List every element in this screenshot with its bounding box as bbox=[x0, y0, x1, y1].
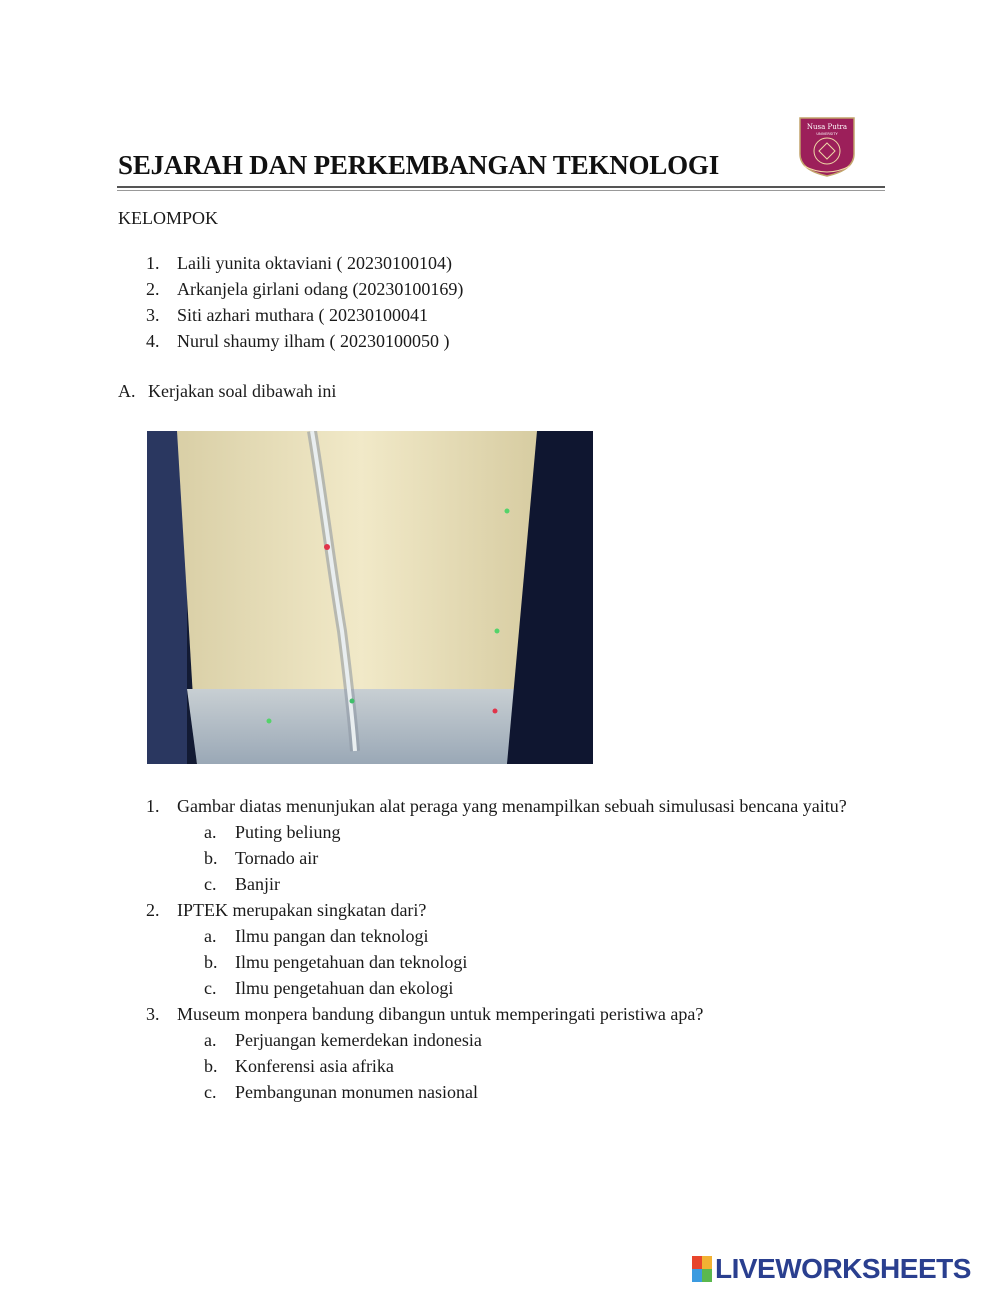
logo-sub: UNIVERSITY bbox=[816, 132, 838, 136]
question-text: IPTEK merupakan singkatan dari? bbox=[177, 900, 427, 920]
option-letter: b. bbox=[204, 952, 218, 972]
member-number: 1. bbox=[146, 253, 160, 273]
section-text: Kerjakan soal dibawah ini bbox=[148, 381, 337, 401]
option-letter: b. bbox=[204, 848, 218, 868]
member-number: 4. bbox=[146, 331, 160, 351]
section-heading bbox=[118, 381, 336, 402]
option-item[interactable] bbox=[204, 923, 866, 949]
question-number: 3. bbox=[146, 1004, 160, 1024]
option-list bbox=[146, 819, 866, 897]
member-item bbox=[146, 276, 463, 302]
option-item[interactable] bbox=[204, 1079, 866, 1105]
option-item[interactable] bbox=[204, 871, 866, 897]
question-text: Museum monpera bandung dibangun untuk memperingati peristiwa apa? bbox=[177, 1004, 704, 1024]
option-item[interactable] bbox=[204, 975, 866, 1001]
option-text: Ilmu pengetahuan dan teknologi bbox=[235, 952, 468, 972]
logo-blocks-icon bbox=[692, 1256, 712, 1282]
group-label: KELOMPOK bbox=[118, 208, 219, 228]
option-item[interactable] bbox=[204, 845, 866, 871]
logo-name: Nusa Putra bbox=[806, 123, 848, 131]
option-letter: a. bbox=[204, 822, 217, 842]
university-logo bbox=[796, 116, 858, 178]
option-text: Ilmu pengetahuan dan ekologi bbox=[235, 978, 454, 998]
option-item[interactable] bbox=[204, 1053, 866, 1079]
question-item bbox=[146, 793, 866, 897]
option-list bbox=[146, 923, 866, 1001]
member-name: Laili yunita oktaviani ( 20230100104) bbox=[177, 253, 452, 273]
option-text: Tornado air bbox=[235, 848, 319, 868]
member-item bbox=[146, 328, 463, 354]
section-letter: A. bbox=[118, 381, 136, 401]
option-text: Konferensi asia afrika bbox=[235, 1056, 394, 1076]
option-text: Puting beliung bbox=[235, 822, 341, 842]
member-number: 3. bbox=[146, 305, 160, 325]
title-rule bbox=[117, 186, 885, 188]
member-name: Siti azhari muthara ( 20230100041 bbox=[177, 305, 428, 325]
option-text: Perjuangan kemerdekan indonesia bbox=[235, 1030, 482, 1050]
option-item[interactable] bbox=[204, 1027, 866, 1053]
tornado-photo bbox=[147, 431, 593, 764]
option-list bbox=[146, 1027, 866, 1105]
option-text: Pembangunan monumen nasional bbox=[235, 1082, 478, 1102]
option-letter: a. bbox=[204, 926, 217, 946]
member-name: Nurul shaumy ilham ( 20230100050 ) bbox=[177, 331, 450, 351]
liveworksheets-logo[interactable] bbox=[692, 1254, 971, 1284]
option-text: Ilmu pangan dan teknologi bbox=[235, 926, 429, 946]
question-item bbox=[146, 1001, 866, 1105]
option-item[interactable] bbox=[204, 819, 866, 845]
option-letter: c. bbox=[204, 978, 217, 998]
title-rule-thin bbox=[117, 190, 885, 191]
option-letter: c. bbox=[204, 874, 217, 894]
member-item bbox=[146, 250, 463, 276]
option-letter: a. bbox=[204, 1030, 217, 1050]
member-list bbox=[146, 250, 463, 354]
question-text: Gambar diatas menunjukan alat peraga yang menampilkan sebuah simulusasi bencana yaitu? bbox=[177, 796, 847, 816]
option-item[interactable] bbox=[204, 949, 866, 975]
question-item bbox=[146, 897, 866, 1001]
question-number: 1. bbox=[146, 796, 160, 816]
option-text: Banjir bbox=[235, 874, 280, 894]
question-number: 2. bbox=[146, 900, 160, 920]
member-number: 2. bbox=[146, 279, 160, 299]
member-name: Arkanjela girlani odang (20230100169) bbox=[177, 279, 464, 299]
option-letter: c. bbox=[204, 1082, 217, 1102]
liveworksheets-wordmark: LIVEWORKSHEETS bbox=[715, 1253, 971, 1284]
option-letter: b. bbox=[204, 1056, 218, 1076]
page-title: SEJARAH DAN PERKEMBANGAN TEKNOLOGI bbox=[118, 150, 720, 180]
question-list bbox=[146, 793, 866, 1105]
member-item bbox=[146, 302, 463, 328]
